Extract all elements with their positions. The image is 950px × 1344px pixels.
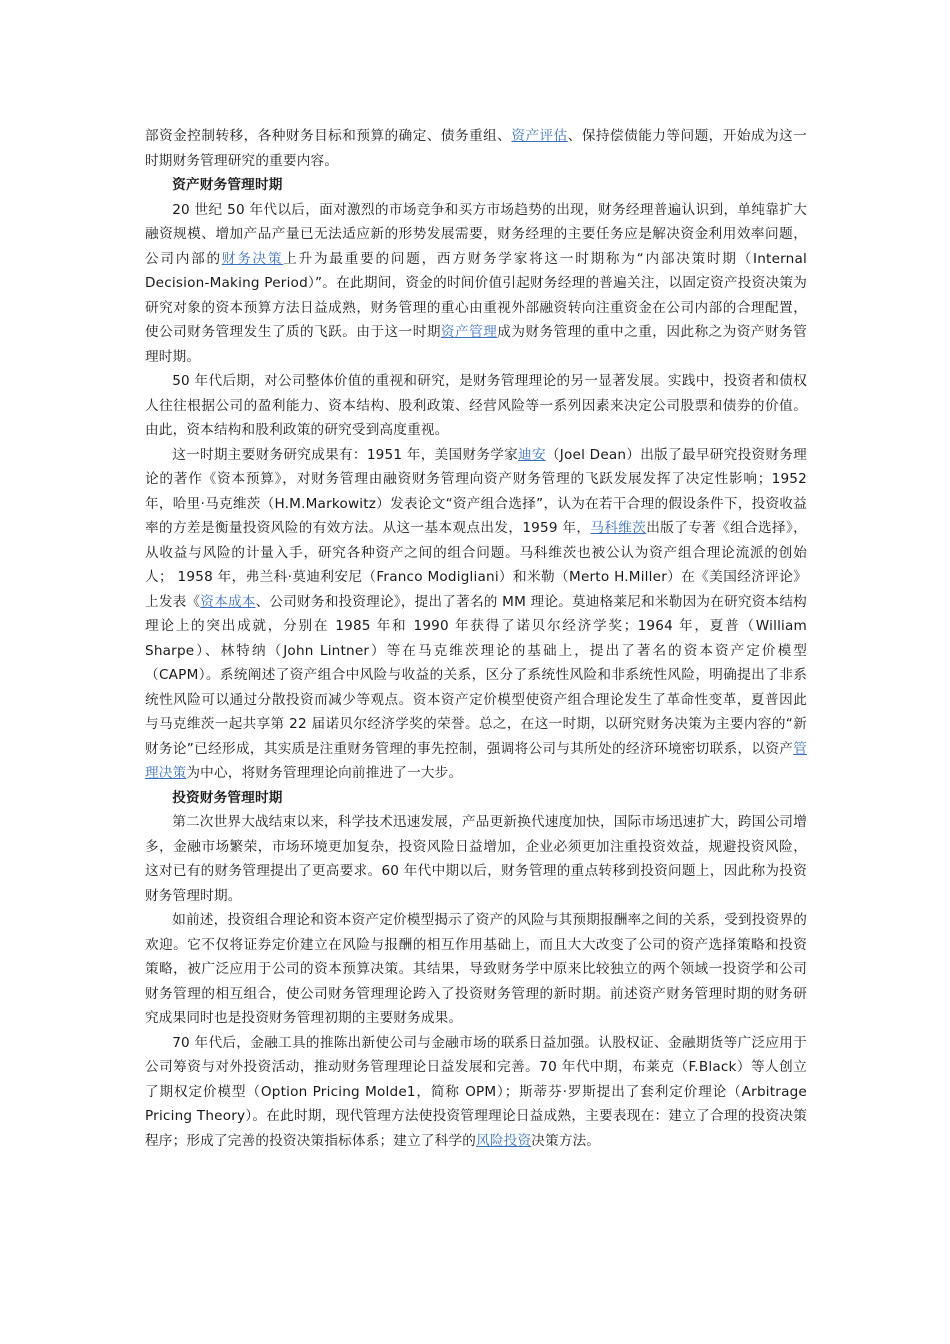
text: 70 年代后，金融工具的推陈出新使公司与金融市场的联系日益加强。认股权证、金融期货等广泛应用于公司筹资与对外投资活动，推动财务管理理论日益发展和完善。70 年代中期，布莱克（F.Black）等人创立了期权定价模型（Option Pricing Molde1，简称 OPM）；斯蒂芬·罗斯提出了套利定价理论（Arbitrage Pricing Theory）。在此时期，现代管理方法使投资管理理论日益成熟，主要表现在：建立了合理的投资决策程序；形成了完善的投资决策指标体系；建立了科学的 xyxy=(145,1034,807,1149)
link-dean[interactable]: 迪安 xyxy=(518,446,546,463)
paragraph-portfolio-theory: 如前述，投资组合理论和资本资产定价模型揭示了资产的风险与其预期报酬率之间的关系，受到投资界的欢迎。它不仅将证券定价建立在风险与报酬的相互作用基础上，而且大大改变了公司的资产选择策略和投资策略，被广泛应用于公司的资本预算决策。其结果，导致财务学中原来比较独立的两个领域一投资学和公司财务管理的相互组合，使公司财务管理理论跨入了投资财务管理的新时期。前述资产财务管理时期的财务研究成果同时也是投资财务管理初期的主要财务成果。 xyxy=(145,912,807,1026)
link-cost-of-capital[interactable]: 资本成本 xyxy=(200,593,256,610)
text: 部资金控制转移，各种财务目标和预算的确定、债务重组、 xyxy=(145,128,512,144)
section-heading-investment-period: 投资财务管理时期 xyxy=(172,789,283,806)
text: 、保持偿债能力等问题，开始成为这一时期财务管理研究的重要内容。 xyxy=(145,128,807,169)
text: 20 世纪 50 年代以后，面对激烈的市场竞争和买方市场趋势的出现，财务经理普遍认识到，单纯靠扩大融资规模、增加产品产量已无法适应新的形势发展需要，财务经理的主要任务应是解决资金利用效率问题，公司内部的 xyxy=(145,201,807,267)
text: 成为财务管理的重中之重，因此称之为资产财务管理时期。 xyxy=(145,324,807,365)
link-markowitz[interactable]: 马科维茨 xyxy=(590,520,647,536)
paragraph-postwar: 第二次世界大战结束以来，科学技术迅速发展，产品更新换代速度加快，国际市场迅速扩大，跨国公司增多，金融市场繁荣，市场环境更加复杂，投资风险日益增加，企业必须更加注重投资效益，规避投资风险，这对已有的财务管理提出了更高要求。60 年代中期以后，财务管理的重点转移到投资问题上，因此称为投资财务管理时期。 xyxy=(145,814,807,904)
paragraph-internal-decision xyxy=(145,198,807,370)
link-management-decision[interactable]: 管理决策 xyxy=(145,740,807,781)
link-financial-decision[interactable]: 财务决策 xyxy=(221,250,284,267)
text: 、公司财务和投资理论》，提出了著名的 MM 理论。莫迪格莱尼和米勒因为在研究资本结构理论上的突出成就，分别在 1985 年和 1990 年获得了诺贝尔经济学奖；1964 年，夏普（William Sharpe）、林特纳（John Lintner）等在马克维茨理论的基础上，提出了著名的资本资产定价模型（CAPM）。系统阐述了资产组合中风险与收益的关系，区分了系统性风险和非系统性风险，明确提出了非系统性风险可以通过分散投资而减少等观点。资本资产定价模型使资产组合理论发生了革命性变革，夏普因此与马克维茨一起共享第 22 届诺贝尔经济学奖的荣誉。总之，在这一时期，以研究财务决策为主要内容的“新财务论”已经形成，其实质是注重财务管理的事先控制，强调将公司与其所处的经济环境密切联系，以资产 xyxy=(145,593,807,757)
document-page xyxy=(145,124,807,1153)
text: （Joel Dean）出版了最早研究投资财务理论的著作《资本预算》，对财务管理由融资财务管理向资产财务管理的飞跃发展发挥了决定性影响；1952 年，哈里·马克维茨（H.M.Markowitz）发表论文“资产组合选择”，认为在若干合理的假设条件下，投资收益率的方差是衡量投资风险的有效方法。从这一基本观点出发，1959 年， xyxy=(145,446,807,536)
text: 上升为最重要的问题，西方财务学家将这一时期称为“内部决策时期（Internal Decision-Making Period）”。在此期间，资金的时间价值引起财务经理的普遍关注，以固定资产投资决策为研究对象的资本预算方法日益成熟，财务管理的重心由重视外部融资转向注重资金在公司内部的合理配置，使公司财务管理发生了质的飞跃。由于这一时期 xyxy=(145,250,808,340)
paragraph-company-value: 50 年代后期，对公司整体价值的重视和研究，是财务管理理论的另一显著发展。实践中，投资者和债权人往往根据公司的盈利能力、资本结构、股利政策、经营风险等一系列因素来决定公司股票和债券的价值。由此，资本结构和股利政策的研究受到高度重视。 xyxy=(145,373,807,438)
section-heading-asset-period: 资产财务管理时期 xyxy=(172,177,283,193)
paragraph-continuation xyxy=(145,124,807,173)
paragraph-research-results xyxy=(145,443,807,786)
link-asset-valuation[interactable]: 资产评估 xyxy=(511,128,568,144)
link-asset-management[interactable]: 资产管理 xyxy=(440,324,498,340)
text: 决策方法。 xyxy=(531,1132,601,1149)
paragraph-financial-instruments xyxy=(145,1031,807,1154)
text: 这一时期主要财务研究成果有：1951 年，美国财务学家 xyxy=(172,446,519,463)
text: 出版了专著《组合选择》，从收益与风险的计量入手，研究各种资产之间的组合问题。马科维茨也被公认为资产组合理论流派的创始人； 1958 年，弗兰科·莫迪利安尼（Franco Modigliani）和米勒（Merto H.Miller）在《美国经济评论》上发表《 xyxy=(145,520,807,610)
text: 为中心，将财务管理理论向前推进了一大步。 xyxy=(186,765,463,781)
link-venture-investment[interactable]: 风险投资 xyxy=(476,1132,532,1149)
